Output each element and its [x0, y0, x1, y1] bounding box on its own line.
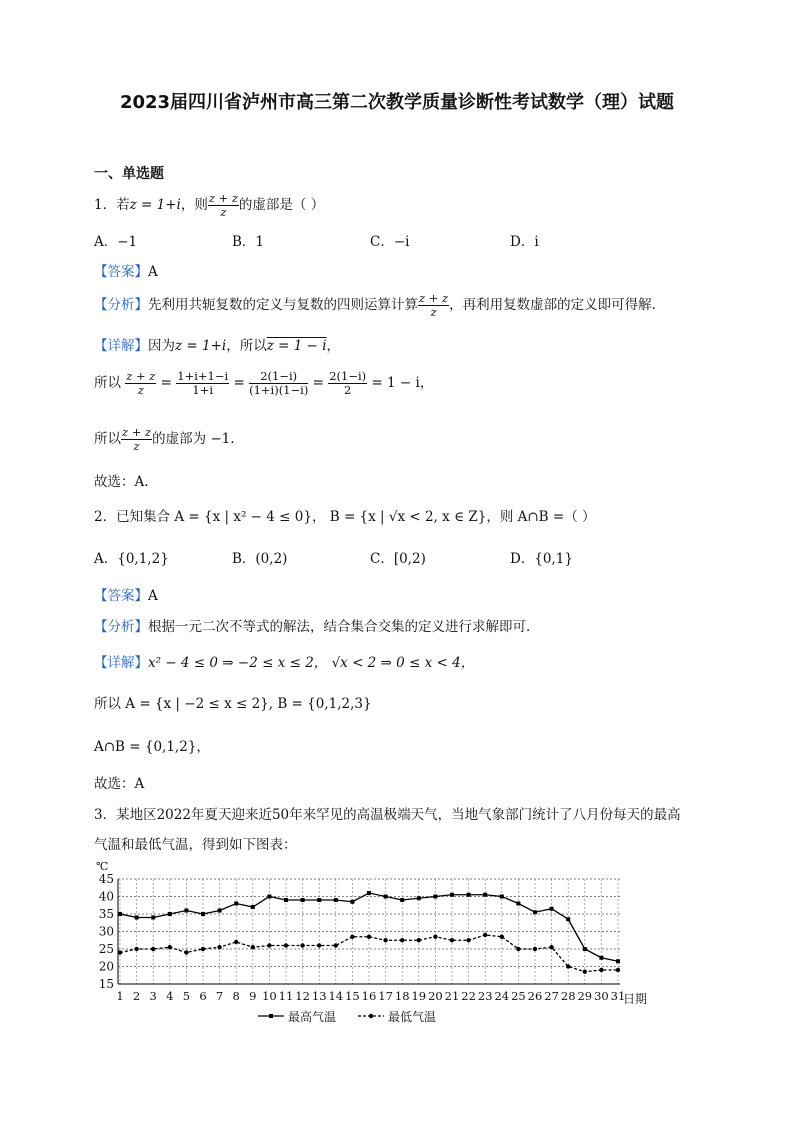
data-point-max — [384, 895, 388, 899]
q2-option-c: C．[0,2) — [370, 551, 426, 567]
data-point-min — [168, 945, 172, 949]
data-point-max — [135, 916, 139, 920]
q1-option-b: B．1 — [232, 234, 265, 250]
data-point-max — [218, 909, 222, 913]
x-tick-label: 26 — [527, 989, 543, 1003]
q2-answer: 【答案】A — [94, 588, 158, 604]
x-tick-label: 18 — [394, 989, 410, 1003]
data-point-max — [334, 898, 338, 902]
section-heading: 一、单选题 — [94, 166, 164, 182]
data-point-max — [450, 893, 454, 897]
legend-marker-min — [369, 1014, 373, 1018]
x-tick-label: 6 — [199, 989, 207, 1003]
data-point-min — [151, 947, 155, 951]
y-tick-label: 20 — [98, 959, 114, 974]
data-point-min — [350, 935, 354, 939]
q1-answer: 【答案】A — [94, 264, 158, 280]
data-point-max — [550, 907, 554, 911]
paper-title: 2023届四川省泸州市高三第二次教学质量诊断性考试数学（理）试题 — [119, 92, 675, 113]
q1-computation: 所以 $\frac{z + z}{z}$ = $\frac{1+i+1-i}{1+i}$ = $\frac{2(1-i)}{(1+i)(1-i)}$ = $\frac{2(1-i)}{2}$ = 1 − i， — [94, 369, 434, 397]
x-tick-label: 3 — [149, 989, 157, 1003]
q2-option-d: D．{0,1} — [510, 551, 573, 567]
data-point-min — [466, 938, 470, 942]
y-tick-label: 30 — [98, 924, 114, 939]
data-point-max — [400, 898, 404, 902]
q2-option-b: B．(0,2) — [232, 551, 288, 567]
q1-analysis: 【分析】先利用共轭复数的定义与复数的四则运算计算 $\frac{z + z}{z}$ ，再利用复数虚部的定义即可得解. — [94, 291, 656, 319]
q3-line1: 3．某地区2022年夏天迎来近50年来罕见的高温极端天气，当地气象部门统计了八月份每天的最高 — [94, 807, 681, 823]
q1-detail: 【详解】因为z = 1+i，所以z = 1 − i， — [94, 338, 341, 354]
x-tick-label: 28 — [560, 989, 576, 1003]
y-tick-label: 45 — [98, 872, 114, 886]
data-point-max — [234, 902, 238, 906]
x-tick-label: 19 — [411, 989, 427, 1003]
data-point-max — [184, 909, 188, 913]
x-tick-label: 8 — [232, 989, 240, 1003]
q1-option-a: A．−1 — [94, 234, 138, 250]
q1-result: 所以 $\frac{z + z}{z}$ 的虚部为 −1. — [94, 425, 235, 453]
data-point-min — [367, 935, 371, 939]
x-tick-label: 9 — [249, 989, 257, 1003]
data-point-min — [500, 935, 504, 939]
q1-choose: 故选：A. — [94, 474, 149, 490]
x-tick-label: 22 — [461, 989, 476, 1003]
data-point-max — [350, 900, 354, 904]
x-tick-label: 11 — [278, 989, 294, 1003]
q2-analysis: 【分析】根据一元二次不等式的解法，结合集合交集的定义进行求解即可. — [94, 619, 531, 635]
x-tick-label: 7 — [215, 989, 224, 1003]
q1-stem: 1．若z = 1+i，则 $\frac{z + z}{z}$ 的虚部是（ ） — [94, 191, 325, 219]
chart-legend — [258, 1009, 436, 1024]
data-point-min — [516, 947, 520, 951]
data-point-max — [533, 910, 537, 914]
data-point-min — [599, 968, 603, 972]
data-point-max — [251, 905, 255, 909]
data-point-max — [616, 959, 620, 963]
data-point-min — [417, 938, 421, 942]
x-tick-label: 12 — [295, 989, 310, 1003]
data-point-min — [317, 943, 321, 947]
y-tick-label: 15 — [98, 977, 114, 991]
data-point-max — [168, 912, 172, 916]
x-tick-label: 4 — [166, 989, 174, 1003]
data-point-min — [184, 950, 188, 954]
x-tick-label: 15 — [345, 989, 360, 1003]
q2-option-a: A．{0,1,2} — [94, 551, 169, 567]
data-point-min — [234, 940, 238, 944]
data-point-min — [134, 947, 138, 951]
data-point-max — [583, 947, 587, 951]
q1-fraction: $\frac{z + z}{z}$ — [208, 191, 238, 219]
data-point-min — [118, 950, 122, 954]
temperature-chart — [88, 852, 688, 1032]
legend-marker-max — [269, 1014, 273, 1018]
data-point-min — [383, 938, 387, 942]
data-point-max — [284, 898, 288, 902]
q2-detail: 【详解】x² − 4 ≤ 0 ⇒ −2 ≤ x ≤ 2， √x < 2 ⇒ 0 ≤ x < 4， — [94, 655, 475, 671]
data-point-min — [201, 947, 205, 951]
x-tick-label: 25 — [511, 989, 526, 1003]
x-tick-label: 14 — [328, 989, 344, 1003]
data-point-min — [433, 935, 437, 939]
data-point-min — [267, 943, 271, 947]
data-point-min — [533, 947, 537, 951]
data-point-min — [251, 945, 255, 949]
q2-choose: 故选：A — [94, 776, 145, 792]
data-point-min — [284, 943, 288, 947]
x-tick-label: 23 — [477, 989, 493, 1003]
data-point-max — [151, 916, 155, 920]
data-point-max — [417, 896, 421, 900]
data-point-min — [566, 964, 570, 968]
q2-line3: A∩B = {0,1,2}， — [94, 739, 210, 755]
data-point-max — [301, 898, 305, 902]
data-point-max — [566, 917, 570, 921]
data-point-max — [467, 893, 471, 897]
x-tick-label: 30 — [594, 989, 609, 1003]
data-point-max — [201, 912, 205, 916]
x-tick-label: 24 — [494, 989, 510, 1003]
data-point-min — [616, 968, 620, 972]
data-point-max — [483, 893, 487, 897]
legend-label: 最高气温 — [288, 1010, 337, 1024]
data-point-max — [267, 895, 271, 899]
q1-option-d: D．i — [510, 234, 539, 250]
data-point-min — [217, 945, 221, 949]
y-tick-label: 25 — [98, 942, 114, 956]
y-tick-label: 40 — [98, 889, 114, 904]
x-tick-label: 21 — [444, 989, 460, 1003]
data-point-max — [599, 956, 603, 960]
data-point-max — [433, 895, 437, 899]
data-point-max — [500, 895, 504, 899]
x-tick-label: 13 — [311, 989, 327, 1003]
x-tick-label: 20 — [428, 989, 443, 1003]
q2-stem: 2．已知集合 A = {x | x² − 4 ≤ 0}， B = {x | √x < 2, x ∈ Z}，则 A∩B =（ ） — [94, 509, 596, 525]
data-point-max — [118, 912, 122, 916]
x-tick-label: 31 — [610, 989, 626, 1003]
x-tick-label: 27 — [544, 989, 559, 1003]
data-point-min — [334, 943, 338, 947]
x-tick-label: 5 — [182, 989, 191, 1003]
legend-label: 最低气温 — [388, 1010, 437, 1024]
q1-option-c: C．−i — [370, 234, 410, 250]
data-point-min — [400, 938, 404, 942]
x-tick-label: 2 — [132, 989, 141, 1003]
data-point-min — [483, 933, 487, 937]
data-point-min — [583, 970, 587, 974]
x-tick-label: 1 — [116, 989, 124, 1003]
q3-line2: 气温和最低气温，得到如下图表： — [94, 837, 297, 853]
data-point-min — [300, 943, 304, 947]
x-tick-label: 29 — [577, 989, 593, 1003]
x-tick-label: 16 — [361, 989, 377, 1003]
data-point-max — [317, 898, 321, 902]
data-point-min — [450, 938, 454, 942]
y-tick-label: 35 — [98, 907, 114, 921]
data-point-min — [549, 945, 553, 949]
data-point-max — [516, 902, 520, 906]
x-tick-label: 17 — [378, 989, 393, 1003]
y-axis-label: ℃ — [96, 860, 109, 873]
q2-line2: 所以 A = {x | −2 ≤ x ≤ 2}, B = {0,1,2,3} — [94, 696, 372, 712]
data-point-max — [367, 891, 371, 895]
x-axis-label: 日期 — [623, 992, 648, 1006]
x-tick-label: 10 — [262, 989, 277, 1003]
